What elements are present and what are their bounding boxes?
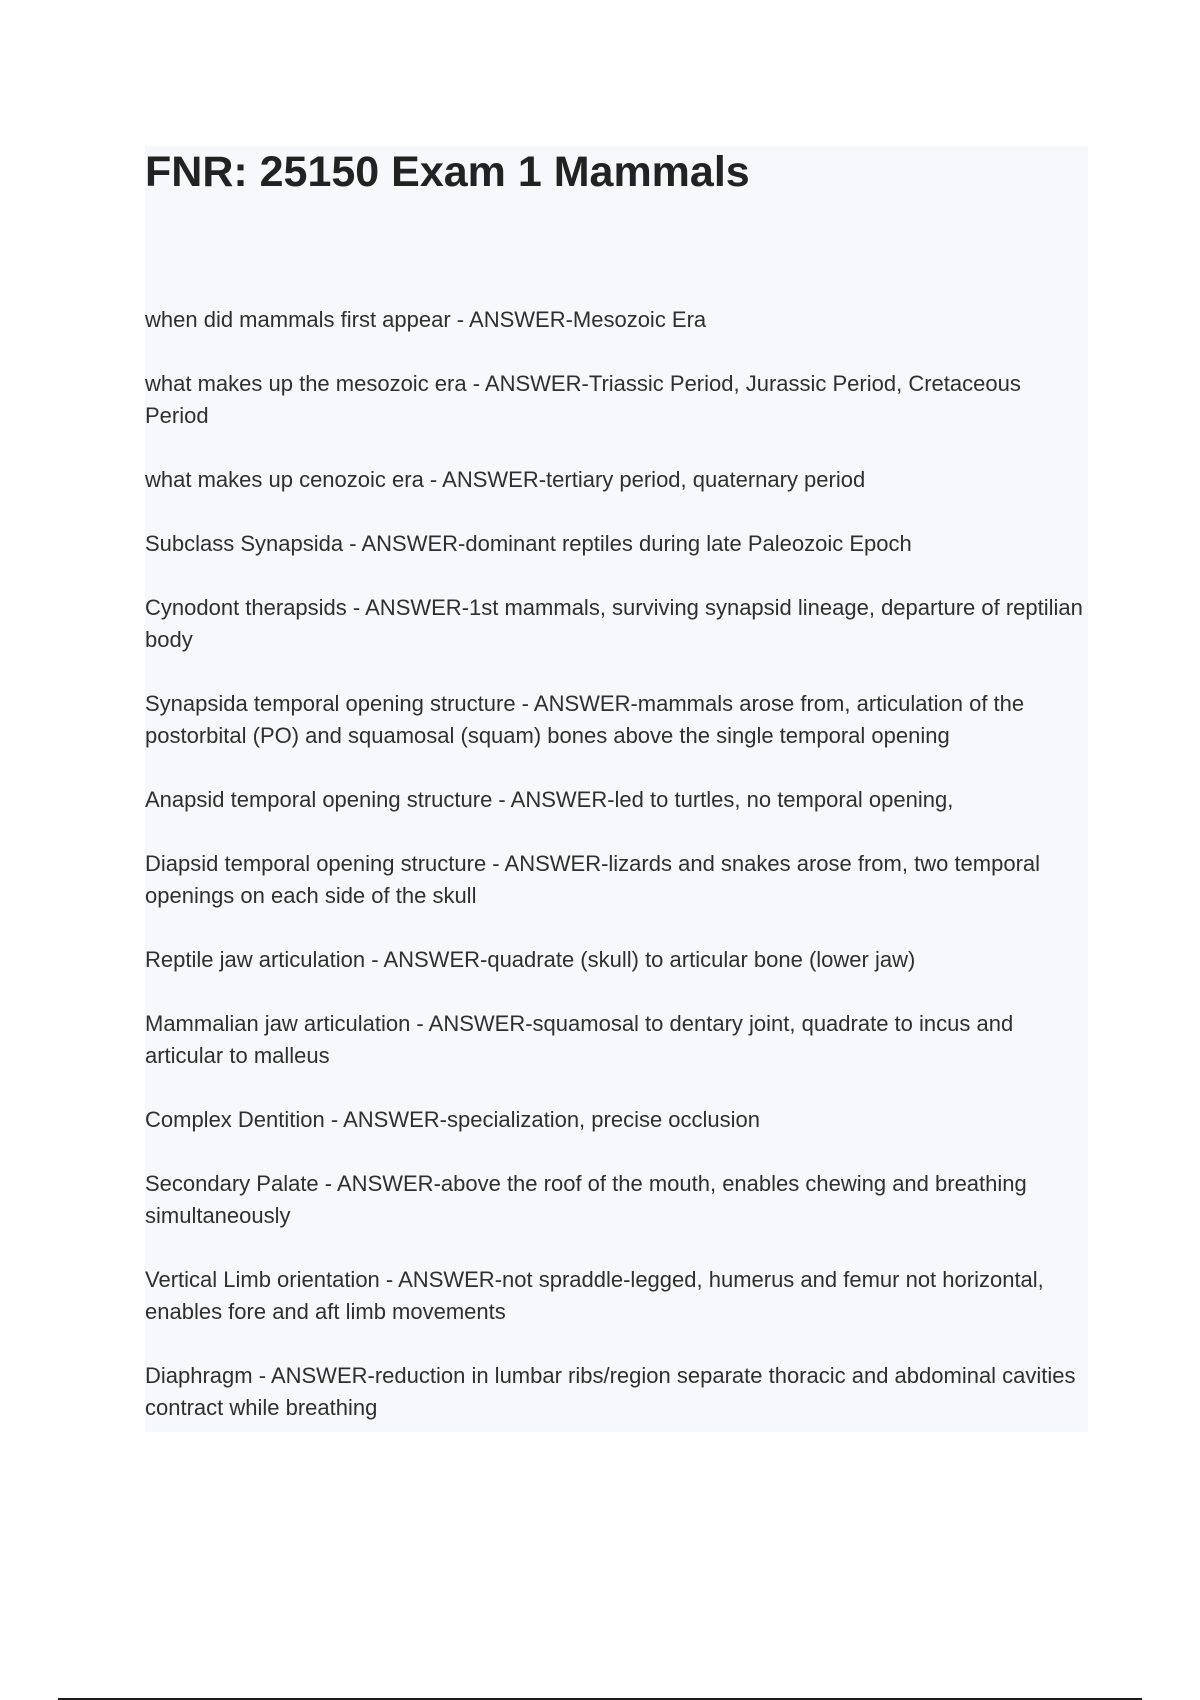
document-content-block: [145, 146, 1088, 1432]
qa-item: Vertical Limb orientation - ANSWER-not spraddle-legged, humerus and femur not horizontal, enables fore and aft limb movements: [145, 1267, 1044, 1324]
document-title: FNR: 25150 Exam 1 Mammals: [145, 148, 750, 196]
qa-list: [145, 304, 1088, 1456]
qa-item: Synapsida temporal opening structure - ANSWER-mammals arose from, articulation of the postorbital (PO) and squamosal (squam) bones above the single temporal opening: [145, 691, 1025, 748]
qa-item: what makes up the mesozoic era - ANSWER-Triassic Period, Jurassic Period, Cretaceous Period: [145, 371, 1021, 428]
qa-item: Reptile jaw articulation - ANSWER-quadrate (skull) to articular bone (lower jaw): [145, 947, 916, 972]
qa-item: when did mammals first appear - ANSWER-Mesozoic Era: [145, 307, 707, 332]
qa-item: Subclass Synapsida - ANSWER-dominant reptiles during late Paleozoic Epoch: [145, 531, 912, 556]
qa-item: Secondary Palate - ANSWER-above the roof of the mouth, enables chewing and breathing simultaneously: [145, 1171, 1027, 1228]
qa-item: Anapsid temporal opening structure - ANSWER-led to turtles, no temporal opening,: [145, 787, 954, 812]
qa-item: what makes up cenozoic era - ANSWER-tertiary period, quaternary period: [145, 467, 866, 492]
qa-item: Diapsid temporal opening structure - ANSWER-lizards and snakes arose from, two temporal openings on each side of the skull: [145, 851, 1041, 908]
qa-item: Cynodont therapsids - ANSWER-1st mammals, surviving synapsid lineage, departure of reptilian body: [145, 595, 1083, 652]
qa-item: Diaphragm - ANSWER-reduction in lumbar ribs/region separate thoracic and abdominal cavities contract while breathing: [145, 1363, 1076, 1420]
qa-item: Mammalian jaw articulation - ANSWER-squamosal to dentary joint, quadrate to incus and articular to malleus: [145, 1011, 1014, 1068]
qa-item: Complex Dentition - ANSWER-specialization, precise occlusion: [145, 1107, 761, 1132]
